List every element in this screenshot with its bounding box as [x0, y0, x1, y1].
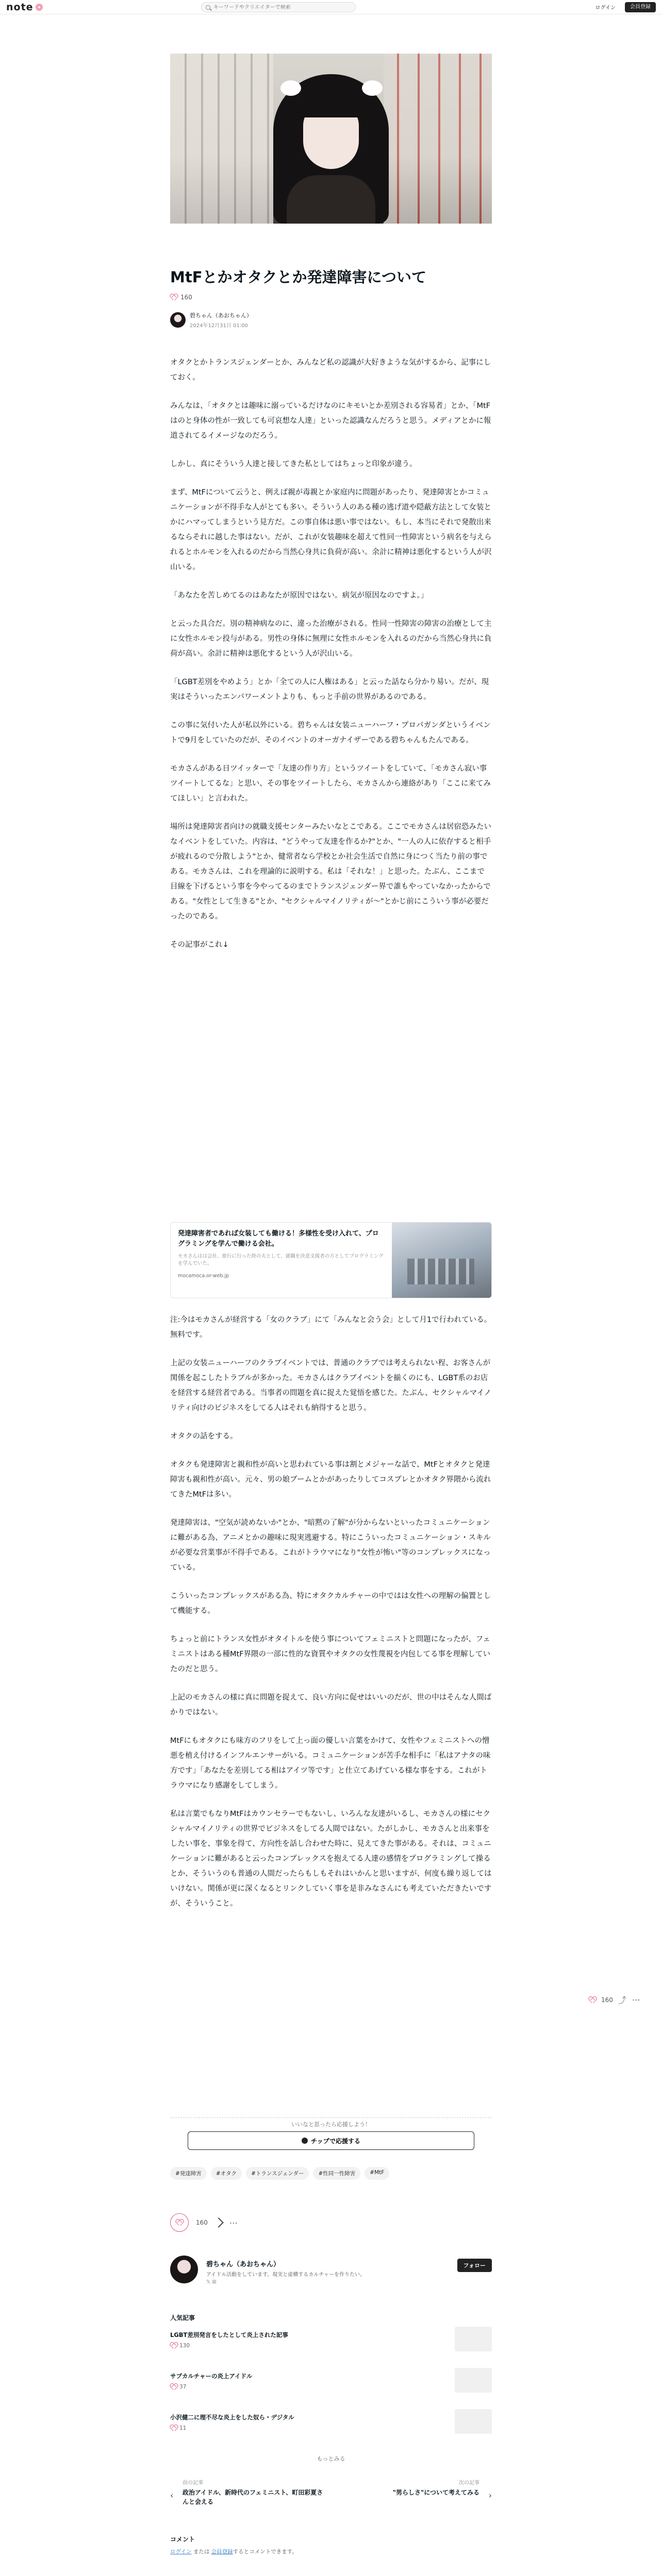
tag-chip[interactable]: #オタク — [211, 2167, 242, 2180]
heart-icon — [176, 2219, 183, 2226]
prev-title: 政治アイドル、新時代のフェミニスト、町田彩夏さんと会える — [183, 2489, 323, 2505]
article-likes[interactable] — [170, 294, 192, 301]
popular-title: 人気記事 — [170, 2314, 195, 2321]
floating-like-bar[interactable] — [589, 1994, 641, 2006]
paragraph: と云った具合だ。別の精神病なのに、違った治療がされる。性同一性障害の障害の治療として主に女性ホルモン投与がある。男性の身体に無理に女性ホルモンを入れるのだから当然心身共に負荷が高い。余計に精神は悪化するという人が沢山いる。 — [170, 620, 492, 658]
tag-chip[interactable]: #性同一性障害 — [313, 2167, 360, 2180]
comment-login-link[interactable]: ログイン — [170, 2549, 192, 2555]
article-body-2 — [170, 1313, 492, 1925]
embed-description: モカさんはは会社、旅行に行った時の夫として、就職を決意支援者の方としてプログラミングを学んでいた。 — [178, 1253, 384, 1267]
creator-card — [170, 2256, 492, 2297]
paragraph: 私は言葉でもなりMtFはカウンセラーでもないし、いろんな友達がいるし、モカさんの様にセクシャルマイノリティの世界でビジネスをしてる人間ではない。たがしかし、モカさんと出来事をしたい事を、事象を得て、方向性を話し合わせた時に、見えてきた事がある。それは、コミュニケーションに難があると云ったコンプレックスを抱えてる人達の感情をプログラミングして操るとか、そういうのも普通の人間だったらもしもそれはいかんと思いますが、何度も繰り返してはいけない。関係が更に深くなるとリンクしていく事を是非みなさんにも考えていただきたいですが、そういうこと。 — [170, 1810, 492, 1908]
popular-item-likes: 37 — [170, 2383, 186, 2391]
see-more-link[interactable]: もっとみる — [317, 2455, 345, 2462]
next-article-link[interactable] — [337, 2478, 492, 2516]
logo-text: note — [6, 1, 34, 13]
flower-icon — [36, 4, 43, 11]
embed-title: 発達障害者であれば女装しても働ける！多様性を受け入れて、プログラミングを学んで働ける会社。 — [178, 1230, 379, 1248]
share-icon[interactable] — [213, 2217, 224, 2228]
comment-title: コメント — [170, 2536, 195, 2543]
paragraph: 「あなたを苦しめてるのはあなたが原因ではない。病気が原因なのですよ。」 — [170, 591, 428, 600]
follow-button[interactable]: フォロー — [457, 2259, 492, 2272]
paragraph: その記事がこれ↓ — [170, 941, 229, 949]
paragraph: 「LGBT差別をやめよう」とか「全ての人に人権はある」と云った話なら分かり易い。だが、現実はそういったエンパワーメントよりも、もっと手前の世界があるのである。 — [170, 678, 489, 701]
popular-item[interactable] — [170, 2368, 492, 2399]
embed-domain: mocamoca.or-web.jp — [178, 1273, 229, 1279]
more-icon[interactable]: ⋯ — [632, 1995, 641, 2005]
paragraph: みんなは、「オタクとは趣味に溺っているだけなのにキモいとか差別される容易者」とか、「MtFはのと身体の性が一致しても可哀想な人達」といった認識なんだろうと思う。メディアとかに報道されてるイメージなのだろう。 — [170, 402, 491, 440]
like-count: 160 — [180, 294, 192, 301]
signup-button[interactable]: 会員登録 — [625, 2, 656, 12]
paragraph: この事に気付いた人が私以外にいる。碧ちゃんは女装ニューハーフ・プロパガンダというイベントで9月をしていたのだが、そのイベントのオーガナイザーである碧ちゃんもたんである。 — [170, 721, 491, 744]
search-box[interactable] — [201, 2, 356, 12]
paragraph: しかし、真にそういう人達と接してきた私としてはちょっと印象が違う。 — [170, 460, 417, 468]
note-logo[interactable] — [6, 2, 43, 13]
prev-article-link[interactable] — [170, 2478, 325, 2516]
like-count-bottom: 160 — [196, 2219, 208, 2226]
publish-date: 2024年12月31日 01:00 — [190, 323, 248, 329]
popular-item-title: LGBT差別発言をしたとして炎上された記事 — [170, 2331, 288, 2338]
paragraph: 発達障害は、"空気が読めないか"とか、"暗黙の了解"が分からないといったコミュニケーションに難がある為、アニメとかの趣味に現実逃避する。特にこういったコミュニケーション・スキルが必要な営業事が不得手である。これがトラウマになり"女性が怖い"等のコンプレックスになっている。 — [170, 1519, 491, 1572]
heart-icon — [170, 294, 177, 301]
like-button[interactable] — [170, 2213, 189, 2232]
heart-icon — [170, 2342, 177, 2349]
embed-card[interactable] — [170, 1222, 492, 1298]
tag-list — [170, 2167, 389, 2180]
paragraph: MtFにもオタクにも味方のフリをして上っ面の優しい言葉をかけて、女性やフェミニストへの憎悪を植え付けるインフルエンサーがいる。コミュニケーションが苦手な相手に「私はアナタの味方です」「あなたを差別してる相はアイツ等です」と仕立てあげている様な事をする。これがトラウマになり感謝をしてしまう。 — [170, 1737, 491, 1790]
popular-item-likes: 11 — [170, 2425, 186, 2432]
paragraph: モカさんがある日ツイッターで「友達の作り方」というツイートをしていて、「モカさん寂い事ツイートしてるな」と思い、その事をツイートしたら、モカさんから連絡があり「ここに来てみてほしい」と言われた。 — [170, 765, 491, 803]
paragraph: オタクとかトランスジェンダーとか、みんなど私の認識が大好きような気がするから、記事にしておく。 — [170, 359, 491, 382]
chevron-left-icon: ‹ — [170, 2490, 174, 2500]
paragraph: まず、MtFについて云うと、例えば親が毒親とか家庭内に問題があったり、発達障害とかコミュニケーションが不得手な人がとても多い。そういう人のある種の逃げ道や隠蔽方法として女装とかにハマってしまうという見方だ。この事自体は悪い事ではない。もし、本当にそれで発散出来るならそれに越した事はない。だが、これが女装趣味を超えて性同一性障害という病名を与えられるとホルモンを入れるのだから当然心身共に負荷が高い。余計に精神は悪化するという人が沢山いる。 — [170, 488, 492, 571]
tip-button[interactable] — [188, 2131, 474, 2150]
author-row[interactable] — [170, 311, 252, 329]
paragraph: オタクの話をする。 — [170, 1432, 238, 1440]
heart-icon — [170, 2383, 177, 2391]
login-link[interactable]: ログイン — [595, 5, 616, 11]
popular-item-thumbnail — [455, 2368, 492, 2393]
tag-chip[interactable]: #発達障害 — [170, 2167, 207, 2180]
heart-icon[interactable] — [589, 1996, 596, 2004]
heart-icon — [170, 2425, 177, 2432]
article-title: MtFとかオタクとか発達障害について — [170, 268, 426, 286]
tip-icon — [302, 2138, 308, 2144]
paragraph: 場所は発達障害者向けの就職支援センターみたいなとこである。ここでモカさんは居宿恐みたいなイベントをしていた。内容は、"どうやって友達を作るか?"とか、"一人の人に依存すると相手が疲れるので分散しよう"とか、健常者なら学校とか社会生活で自然に身につく当たり前の事である。モカさんは、これを理論的に説明する。私は「それな！」と思った。たぶん、ここまで目線を下げるという事を今やってるのまでトランスジェンダー界で誰もやっていなかったからである。"女性として生きる"とか、"セクシャルマイノリティが〜"とかじ前にこういう事が必要だったのである。 — [170, 823, 491, 921]
paragraph: オタクも発達障害と親和性が高いと思われている事は割とメジャーな話で、MtFとオタクと発達障害も親和性が高い。元々、男の娘ブームとかがあったりしてコスプレとかオタク界隈から流れてきたMtFは多い。 — [170, 1461, 491, 1499]
popular-item[interactable] — [170, 2327, 492, 2358]
paragraph: 上記のモカさんの様に真に問題を捉えて、良い方向に促せはいいのだが、世の中はそんな人間ばかりではない。 — [170, 1693, 492, 1717]
site-header — [0, 0, 662, 14]
creator-avatar[interactable] — [170, 2256, 198, 2283]
popular-item[interactable] — [170, 2409, 492, 2440]
popular-item-title: 小沢健二に理不尽な炎上をした奴ら・デジタル — [170, 2414, 294, 2421]
popular-item-thumbnail — [455, 2327, 492, 2351]
embed-thumbnail — [392, 1223, 491, 1298]
article-body — [170, 355, 492, 966]
more-icon[interactable]: ⋯ — [229, 2217, 238, 2228]
next-label: 次の記事 — [459, 2480, 479, 2486]
action-row — [170, 2213, 238, 2232]
author-name[interactable]: 碧ちゃん（あおちゃん） — [190, 312, 252, 319]
search-input[interactable] — [213, 5, 347, 10]
popular-item-thumbnail — [455, 2409, 492, 2434]
paragraph: ちょっと前にトランス女性がオタイトルを使う事についてフェミニストと問題になったが、フェミニストはある種MtF界隈の一部に性的な資質やオタクの女性蔑視を内包してる事を理解していたのだと思う。 — [170, 1635, 491, 1673]
creator-sns-icons[interactable]: 𝕏 ⊞ — [206, 2279, 217, 2285]
popular-item-title: サブカルチャーの炎上アイドル — [170, 2372, 253, 2380]
paragraph: 注:今はモカさんが経営する「女のクラブ」にて「みんなと会う会」として月1で行われている。無料です。 — [170, 1316, 492, 1339]
share-icon[interactable]: ⤴ — [618, 1995, 627, 2005]
avatar[interactable] — [170, 312, 186, 328]
hero-image — [170, 54, 492, 224]
creator-bio: アイドル活動をしています。現実と虚構するカルチャーを作りたい。 — [206, 2272, 365, 2278]
chevron-right-icon: › — [488, 2490, 492, 2500]
support-text: いいなと思ったら応援しよう！ — [291, 2121, 371, 2128]
comment-signup-link[interactable]: 会員登録 — [211, 2549, 233, 2555]
popular-item-likes: 130 — [170, 2342, 190, 2349]
creator-name[interactable]: 碧ちゃん（あおちゃん） — [206, 2261, 280, 2268]
support-box — [170, 2117, 492, 2160]
paragraph: 上記の女装ニューハーフのクラブイベントでは、普通のクラブでは考えられない程、お客さんが関係を起こしたトラブルが多かった。モカさんはクラブイベントを揃くのにも、LGBT系のお店を経営する経営者である。当事者の問題を真に捉えた覚悟を感じた。たぶん、セクシャルマイノリティ向けのビジネスをしてる人はそれも納得すると思う。 — [170, 1359, 491, 1412]
tag-chip[interactable]: #MtF — [365, 2167, 389, 2180]
float-like-count: 160 — [601, 1996, 613, 2004]
comment-section — [170, 2535, 492, 2555]
prev-label: 前の記事 — [183, 2480, 203, 2486]
comment-prompt: ログイン または 会員登録するとコメントできます。 — [170, 2549, 297, 2555]
next-title: "男らしさ"について考えてみる — [392, 2489, 479, 2496]
tip-button-label: チップで応援する — [310, 2137, 360, 2145]
search-icon — [206, 5, 210, 10]
tag-chip[interactable]: #トランスジェンダー — [246, 2167, 309, 2180]
paragraph: こういったコンプレックスがある為、特にオタクカルチャーの中ではは女性への理解の偏置として機能する。 — [170, 1592, 491, 1615]
